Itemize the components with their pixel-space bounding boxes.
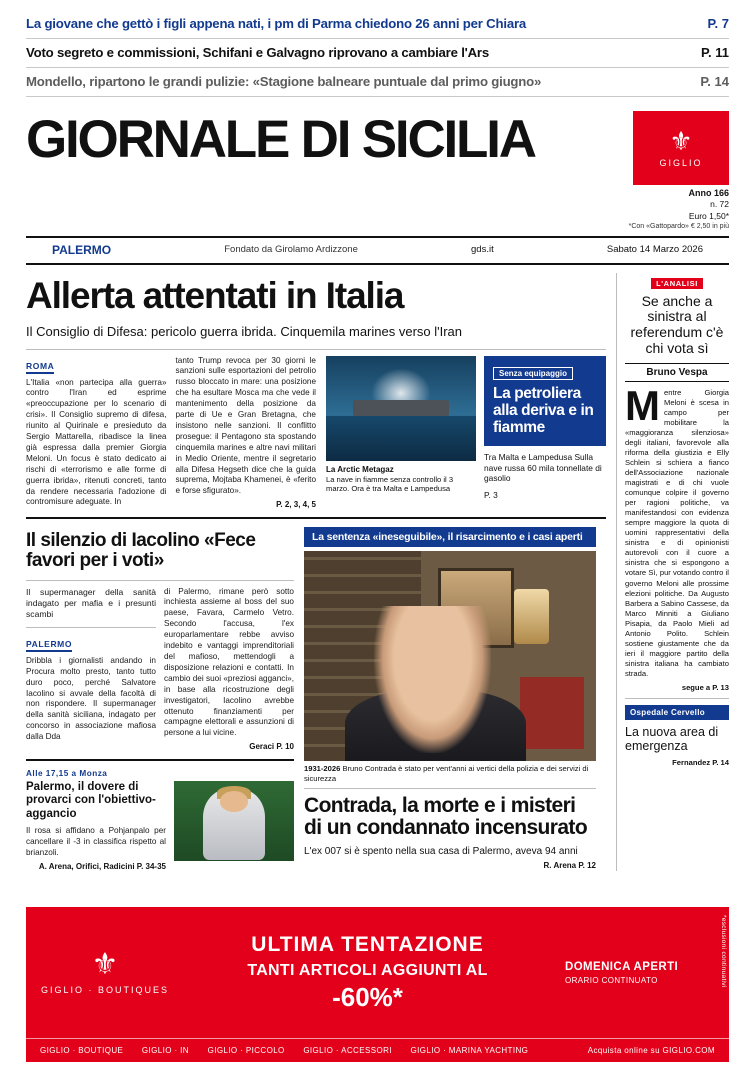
lead-body-1: L'Italia «non partecipa alla guerra» contro l'Iran ed esprime «preoccupazione per lo scenario di crisi». Il Consiglio supremo di difesa, riunito al Quirinale e presieduto da Sergio Mattarella, ribadisce la linea già espressa dalla premier Giorgia Meloni. Un focus è stato dedicato ai rischi di «terrorismo e alle forme di guerra ibrida», ritenuti concreti, tanto da rendere necessaria l'adozione di contromisure adeguate. In xyxy=(26,377,167,507)
contrada-photo xyxy=(304,551,596,761)
monza-article xyxy=(26,769,294,870)
tanker-box[interactable] xyxy=(484,356,606,446)
contrada-article xyxy=(304,527,596,870)
teaser-item[interactable] xyxy=(26,68,729,97)
teaser-item[interactable] xyxy=(26,39,729,68)
divider xyxy=(26,627,156,628)
rail-box-title[interactable]: La nuova area di emergenza xyxy=(625,724,719,753)
lead-col-1 xyxy=(26,356,167,510)
ad-footer xyxy=(26,1038,729,1062)
ad-hours: ORARIO CONTINUATO xyxy=(565,975,658,985)
publication-date: Sabato 14 Marzo 2026 xyxy=(606,244,703,256)
tanker-fire-photo xyxy=(326,356,476,461)
giglio-lily-icon: ⚜ xyxy=(669,126,693,156)
masthead xyxy=(0,101,755,232)
contrada-title[interactable]: Contrada, la morte e i misteri di un condannato incensurato xyxy=(304,794,588,840)
teaser-page: P. 11 xyxy=(701,45,729,60)
ad-logo-name: GIGLIO · BOUTIQUES xyxy=(40,985,169,995)
ad-store-item: GIGLIO · BOUTIQUE xyxy=(40,1046,124,1055)
teaser-text: Mondello, ripartono le grandi pulizie: «Stagione balneare puntuale dal primo giugno» xyxy=(26,74,542,89)
ad-center xyxy=(170,933,565,1013)
tanker-box-page: P. 3 xyxy=(484,490,498,501)
ad-discount: -60%* xyxy=(332,981,403,1012)
lower-section xyxy=(26,527,606,870)
lead-photo-block xyxy=(326,356,606,510)
rail-box-byline: Fernandez P. 14 xyxy=(672,757,729,767)
ad-main xyxy=(26,907,729,1038)
teaser-text: Voto segreto e commissioni, Schifani e Galvagno riprovano a cambiare l'Ars xyxy=(26,45,489,60)
contrada-byline: R. Arena P. 12 xyxy=(543,861,596,871)
monza-byline: A. Arena, Orifici, Radicini P. 34-35 xyxy=(38,861,166,871)
ad-store-list xyxy=(40,1046,544,1055)
iacolino-standfirst: Il supermanager della sanità indagato per mafia e i presunti scambi xyxy=(26,586,156,620)
teaser-item[interactable] xyxy=(26,14,729,39)
monza-title[interactable]: Palermo, il dovere di provarci con l'obiettivo-aggancio xyxy=(26,781,156,820)
divider xyxy=(26,580,294,581)
masthead-title: GIORNALE DI SICILIA xyxy=(26,110,535,169)
contrada-caption xyxy=(304,761,596,789)
photo-caption xyxy=(326,465,476,495)
ad-fineprint: *esclusioni continuativi xyxy=(720,915,727,988)
lead-headline[interactable]: Allerta attentati in Italia xyxy=(26,274,404,316)
giglio-logo-badge[interactable] xyxy=(633,111,729,185)
rail-continuation[interactable]: segue a P. 13 xyxy=(681,682,729,692)
founder-note: Fondato da Girolamo Ardizzone xyxy=(224,244,358,256)
issue-price-note: *Con «Gattopardo» € 2,50 in più xyxy=(628,223,729,231)
ship-shape xyxy=(353,400,449,417)
ad-store-item: GIGLIO · PICCOLO xyxy=(207,1046,285,1055)
monza-kicker: Alle 17,15 a Monza xyxy=(26,769,108,779)
iacolino-kicker: PALERMO xyxy=(26,639,72,652)
ad-subtitle: TANTI ARTICOLI AGGIUNTI AL xyxy=(247,961,488,979)
iacolino-body-1: Dribbla i giornalisti andando in Procura molto presto, tanto tutto duro poco, perché Salvatore Iacolino si avvale della facoltà di non rispondere. Il supermanager della sanità siciliana, indagato per concorso in associazione mafiosa dalla Dda xyxy=(26,655,156,742)
smoke-shape xyxy=(371,368,431,404)
contrada-caption-text: Bruno Contrada è stato per vent'anni ai vertici della polizia e dei servizi di sicurezza xyxy=(304,764,589,784)
website-link[interactable]: gds.it xyxy=(471,244,494,256)
bottom-advertisement[interactable] xyxy=(26,907,729,1062)
ad-store-item: GIGLIO · MARINA YACHTING xyxy=(410,1046,529,1055)
ad-right xyxy=(565,961,715,985)
ad-open-sunday: DOMENICA APERTI xyxy=(565,960,679,973)
giglio-logo-name: GIGLIO xyxy=(659,158,703,168)
tanker-box-title: La petroliera alla deriva e in fiamme xyxy=(493,384,594,437)
issue-price: Euro 1,50* xyxy=(688,210,729,221)
player-head-shape xyxy=(220,791,249,812)
ad-online-link[interactable]: Acquista online su GIGLIO.COM xyxy=(587,1046,715,1055)
photo-caption-title: La Arctic Metagaz xyxy=(326,464,394,474)
iacolino-article xyxy=(26,527,294,870)
portrait-face-shape xyxy=(374,606,491,753)
lead-pages: P. 2, 3, 4, 5 xyxy=(276,500,316,510)
lead-subhead: Il Consiglio di Difesa: pericolo guerra ibrida. Cinquemila marines verso l'Iran xyxy=(26,324,463,340)
rail-kicker: L'ANALISI xyxy=(651,278,703,289)
lead-article xyxy=(26,356,606,510)
rail-box-kicker: Ospedale Cervello xyxy=(625,705,729,720)
tanker-box-kicker: Senza equipaggio xyxy=(493,367,573,380)
giglio-lily-icon: ⚜ xyxy=(91,948,119,981)
main-column xyxy=(26,273,616,871)
iacolino-col-1 xyxy=(26,587,156,752)
lead-body-2: tanto Trump revoca per 30 giorni le sanzioni sulle esportazioni del petrolio russo bloccato in mare: una posizione che ha esultare Mosca ma che vede il mantenimento della posizione da parte di Ue e Gran Bretagna, che insistono nelle sanzioni. Il conflitto prosegue: il Pentagono sta spostando cinquemila marines e altre navi militari in Medio Oriente, mentre il segretario alla Difesa Hegseth dice che la guida suprema, Mojtaba Khamenei, è «ferito e forse sfigurato». xyxy=(175,355,316,496)
photo-caption-text: La nave in fiamme senza controllo il 3 marzo. Ora è tra Malta e Lampedusa xyxy=(326,474,454,494)
rail-body: entre Giorgia Meloni è scesa in campo per mobilitare la «maggioranza silenziosa» degli italiani, favorevole alla riforma della giustizia e Elly Schlein si schiera a fianco dell'Associazione nazionale magistrati e di chi vuole comunque colpire il governo per ragioni politiche, va manifestandosi con evidenza sempre maggiore la quota di uomini rappresentativi della sinistra e di opinionisti autorevoli con il cuore a sinistra che si espongono a votare Sì, pur votando contro il governo Meloni alle prossime elezioni politiche. Da Augusto Barbera a Sabino Cassese, da Marco Minniti a Giuliano Pisapia, da Paolo Mieli ad Antonio Polito. Schlein sostiene giustamente che da ieri il maggiore partito della sinistra italiana ha cambiato strada. xyxy=(625,388,729,678)
lead-col-2 xyxy=(176,356,317,510)
red-chair-shape xyxy=(520,677,584,748)
page-content xyxy=(0,273,755,871)
monza-photo xyxy=(174,781,294,861)
teaser-page: P. 14 xyxy=(700,74,729,89)
tanker-box-caption: Tra Malta e Lampedusa Sulla nave russa 60 mila tonnellate di gasolio xyxy=(484,451,602,484)
ad-title: ULTIMA TENTAZIONE xyxy=(251,932,484,956)
ad-store-item: GIGLIO · ACCESSORI xyxy=(303,1046,392,1055)
rail-author: Bruno Vespa xyxy=(625,363,729,382)
teaser-text: La giovane che gettò i figli appena nati, i pm di Parma chiedono 26 anni per Chiara xyxy=(26,16,527,31)
iacolino-headline[interactable]: Il silenzio di Iacolino «Fece favori per i voti» xyxy=(26,530,256,572)
divider xyxy=(26,349,606,350)
divider xyxy=(625,698,729,699)
rail-title[interactable]: Se anche a sinistra al referendum c'è chi vota sì xyxy=(630,292,724,356)
iacolino-byline: Geraci P. 10 xyxy=(249,742,294,752)
iacolino-body-2: di Palermo, rimane però sotto inchiesta assieme al boss del suo paese, Favara, Carmelo Vetro. Secondo l'accusa, l'ex europarlamentare rebbe avviso indebito e vantaggi imprenditoriali del mafioso, mettendogli a disposizione relazioni e contatti. In cambio dei suoi «preziosi agganci», in base alla ricostruzione degli investigatori, Iacolino avrebbe ottenuto finanziamenti per campagne elettorali e assunzioni di persone a lui vicine. xyxy=(164,586,294,738)
divider xyxy=(26,517,606,519)
divider xyxy=(26,759,294,761)
analysis-rail xyxy=(616,273,729,871)
monza-text: Il rosa si affidano a Pohjanpalo per cancellare il -3 in classifica rispetto al brianzoli. xyxy=(26,825,166,857)
lead-kicker: ROMA xyxy=(26,361,54,374)
issue-year: Anno 166 xyxy=(688,188,729,198)
ad-logo xyxy=(40,950,170,995)
teaser-strip xyxy=(0,0,755,101)
contrada-sub: L'ex 007 si è spento nella sua casa di Palermo, aveva 94 anni xyxy=(304,845,578,857)
sea-shape xyxy=(326,416,476,460)
lead-text-columns xyxy=(26,356,316,510)
issue-info xyxy=(579,187,729,232)
issue-number: n. 72 xyxy=(710,199,729,210)
rail-text xyxy=(625,382,729,678)
masthead-info-bar xyxy=(26,238,729,265)
ad-store-item: GIGLIO · IN xyxy=(141,1046,189,1055)
lamp-shape xyxy=(514,589,549,644)
contrada-caption-dates: 1931-2026 xyxy=(304,764,341,774)
iacolino-col-2 xyxy=(164,587,294,752)
teaser-page: P. 7 xyxy=(707,16,729,31)
edition-city: PALERMO xyxy=(52,242,112,257)
contrada-strip-head: La sentenza «ineseguibile», il risarcimento e i casi aperti xyxy=(304,527,596,547)
rail-dropcap: M xyxy=(625,382,660,430)
